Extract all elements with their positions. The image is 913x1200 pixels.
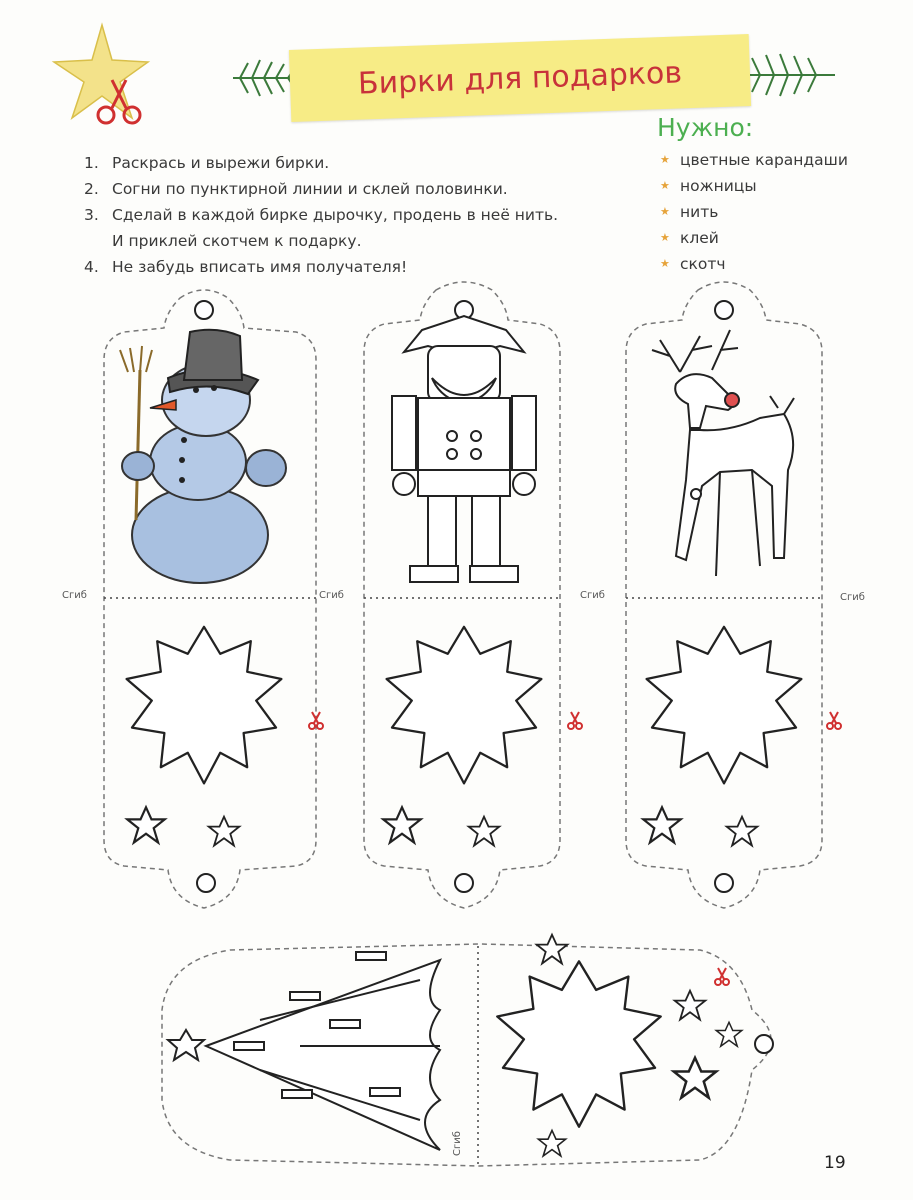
needs-item: ★ скотч — [660, 251, 848, 277]
page-title: Бирки для подарков — [357, 54, 683, 102]
instruction-item: 4. Не забудь вписать имя получателя! — [84, 258, 408, 276]
page-number: 19 — [824, 1153, 846, 1173]
gift-tag-nutcracker — [364, 282, 582, 908]
gift-tag-snowman — [104, 290, 323, 908]
bullet-star-icon: ★ — [660, 257, 670, 270]
needs-item: ★ нить — [660, 199, 848, 225]
fold-label: Сгиб — [580, 590, 605, 601]
instruction-item: И приклей скотчем к подарку. — [112, 232, 362, 250]
scissors-icon — [568, 712, 582, 729]
needs-item: ★ цветные карандаши — [660, 147, 848, 173]
needs-item: ★ клей — [660, 225, 848, 251]
fold-label: Сгиб — [840, 592, 865, 603]
instruction-item: 2. Согни по пунктирной линии и склей половинки. — [84, 180, 508, 198]
bullet-star-icon: ★ — [660, 153, 670, 166]
scissors-icon — [827, 712, 841, 729]
instruction-item: 1. Раскрась и вырежи бирки. — [84, 154, 330, 172]
bullet-star-icon: ★ — [660, 205, 670, 218]
instruction-item: 3. Сделай в каждой бирке дырочку, продень в неё нить. — [84, 206, 559, 224]
christmas-tree-illustration — [168, 952, 440, 1150]
nutcracker-illustration — [392, 316, 536, 582]
scissors-icon — [715, 968, 729, 985]
snowman-illustration — [120, 330, 286, 583]
fold-label: Сгиб — [452, 1131, 463, 1156]
reindeer-illustration — [652, 330, 794, 576]
needs-title: Нужно: — [657, 113, 754, 142]
fold-label: Сгиб — [319, 590, 344, 601]
gift-tag-reindeer — [626, 282, 841, 908]
gift-tag-tree — [162, 935, 773, 1166]
fold-label: Сгиб — [62, 590, 87, 601]
bullet-star-icon: ★ — [660, 179, 670, 192]
needs-item: ★ ножницы — [660, 173, 848, 199]
bullet-star-icon: ★ — [660, 231, 670, 244]
